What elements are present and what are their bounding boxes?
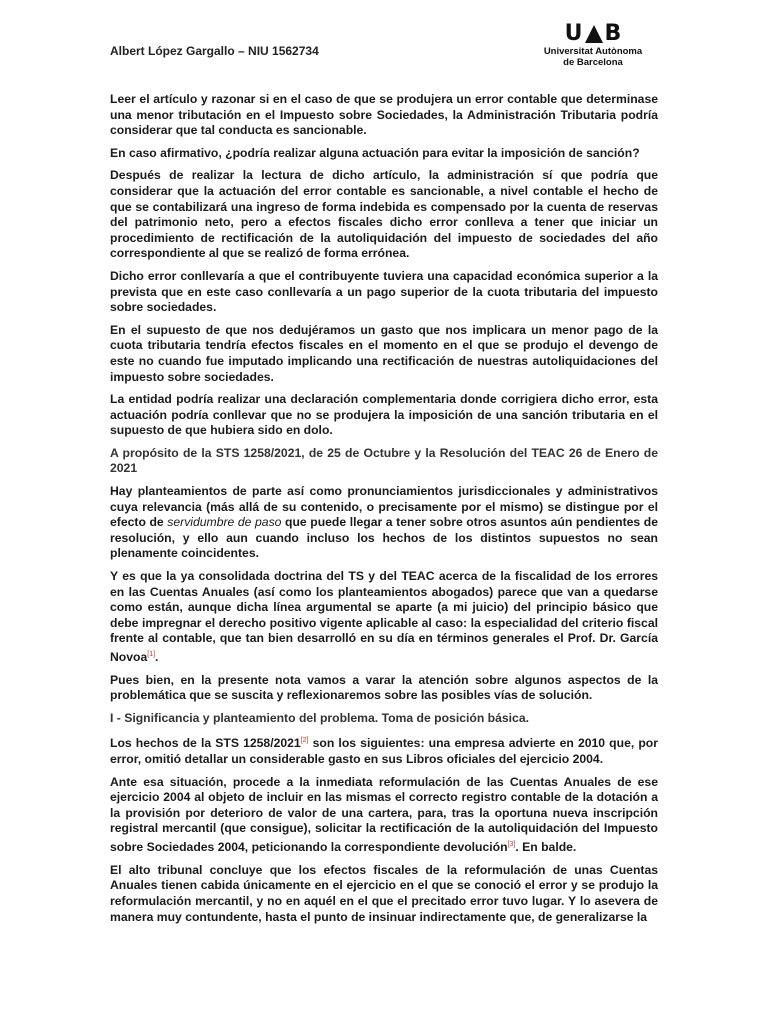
paragraph: Y es que la ya consolidada doctrina del TS y del TEAC acerca de la fiscalidad de los errores en las Cuentas Anuales (así como los planteamientos abogados) parece que van a quedarse como están, aunque dicha línea argumental se aparte (a mi juicio) del principio básico que debe impregnar el derecho positivo vigente aplicable al caso: la especialidad del criterio fiscal frente al contable, que tan bien desarrolló en su día en términos generales el Prof. Dr. García Novoa[1]. (110, 569, 658, 665)
paragraph: En caso afirmativo, ¿podría realizar alguna actuación para evitar la imposición de sanción? (110, 145, 640, 160)
paragraph: Los hechos de la STS 1258/2021[2] son los siguientes: una empresa advierte en 2010 que, por error, omitió detallar un considerable gasto en sus Libros oficiales del ejercicio 2004. (110, 736, 658, 767)
footnote-ref-3[interactable]: [3] (507, 841, 516, 849)
paragraph: La entidad podría realizar una declaración complementaria donde corrigiera dicho error, esta actuación podría conllevar que no se produjera la imposición de una sanción tributaria en el supuesto de que hubiera sido en dolo. (110, 392, 658, 438)
paragraph: Pues bien, en la presente nota vamos a varar la atención sobre algunos aspectos de la problemática que se suscita y reflexionaremos sobre las posibles vías de solución. (110, 672, 658, 703)
author-line: Albert López Gargallo – NIU 1562734 (110, 44, 319, 58)
paragraph: Después de realizar la lectura de dicho artículo, la administración sí que podría que considerar que la actuación del error contable es sancionable, a nivel contable el hecho de que se contabilizará una ingreso de forma indebida es compensado por la cuenta de reservas del patrimonio neto, pero a efectos fiscales dicho error conlleva a tener que iniciar un procedimiento de rectificación de la autoliquidación del impuesto de sociedades del año correspondiente al que se realizó de forma errónea. (110, 168, 658, 261)
section-heading: A propósito de la STS 1258/2021, de 25 de Octubre y la Resolución del TEAC 26 de Enero de 2021 (110, 445, 658, 476)
logo-text-line2: de Barcelona (563, 57, 623, 68)
logo-triangle-icon (585, 25, 603, 43)
paragraph: Hay planteamientos de parte así como pronunciamientos jurisdiccionales y administrativos cuya relevancia (más allá de su contenido, o precisamente por el mismo) se distingue por el efecto de servidumbre de paso que puede llegar a tener sobre otros asuntos aún pendientes de resolución, y ello aun cuando incluso los hechos de los distintos supuestos no sean plenamente coincidentes. (110, 484, 658, 561)
paragraph: Ante esa situación, procede a la inmediata reformulación de las Cuentas Anuales de ese ejercicio 2004 al objeto de incluir en las mismas el correcto registro contable de la dotación a la provisión por deterioro de valor de una cartera, para, tras la oportuna nueva inscripción registral mercantil (que consigue), solicitar la rectificación de la autoliquidación del Impuesto sobre Sociedades 2004, peticionando la correspondiente devolución[3]. En balde. (110, 774, 658, 855)
paragraph: El alto tribunal concluye que los efectos fiscales de la reformulación de unas Cuentas Anuales tienen cabida únicamente en el ejercicio en el que se conoció el error y se produjo la reformulación mercantil, y no en aquél en el que el precitado error tuvo lugar. Y lo asevera de manera muy contundente, hasta el punto de insinuar indirectamente que, de generalizarse la (110, 862, 658, 924)
document-body (110, 92, 658, 932)
paragraph: Dicho error conllevaría a que el contribuyente tuviera una capacidad económica superior a la prevista que en este caso conllevaría a un pago superior de la cuota tributaria del impuesto sobre sociedades. (110, 268, 658, 315)
italic-phrase: servidumbre de paso (167, 515, 282, 530)
footnote-ref-1[interactable]: [1] (147, 651, 156, 658)
section-heading: I - Significancia y planteamiento del problema. Toma de posición básica. (110, 710, 529, 725)
footnote-ref-2[interactable]: [2] (300, 737, 309, 745)
paragraph: Leer el artículo y razonar si en el caso de que se produjera un error contable que determinase una menor tributación en el Impuesto sobre Sociedades, la Administración Tributaria podría considerar que tal conducta es sancionable. (110, 92, 658, 138)
university-logo (538, 22, 648, 82)
logo-text-line1: Universitat Autònoma (543, 46, 643, 57)
uab-logo-mark: U B (564, 21, 622, 46)
paragraph: En el supuesto de que nos dedujéramos un gasto que nos implicara un menor pago de la cuota tributaria tendría efectos fiscales en el momento en el que se produjo el devengo de este no cuando fue imputado implicando una rectificación de nuestras autoliquidaciones del impuesto sobre sociedades. (110, 322, 658, 384)
